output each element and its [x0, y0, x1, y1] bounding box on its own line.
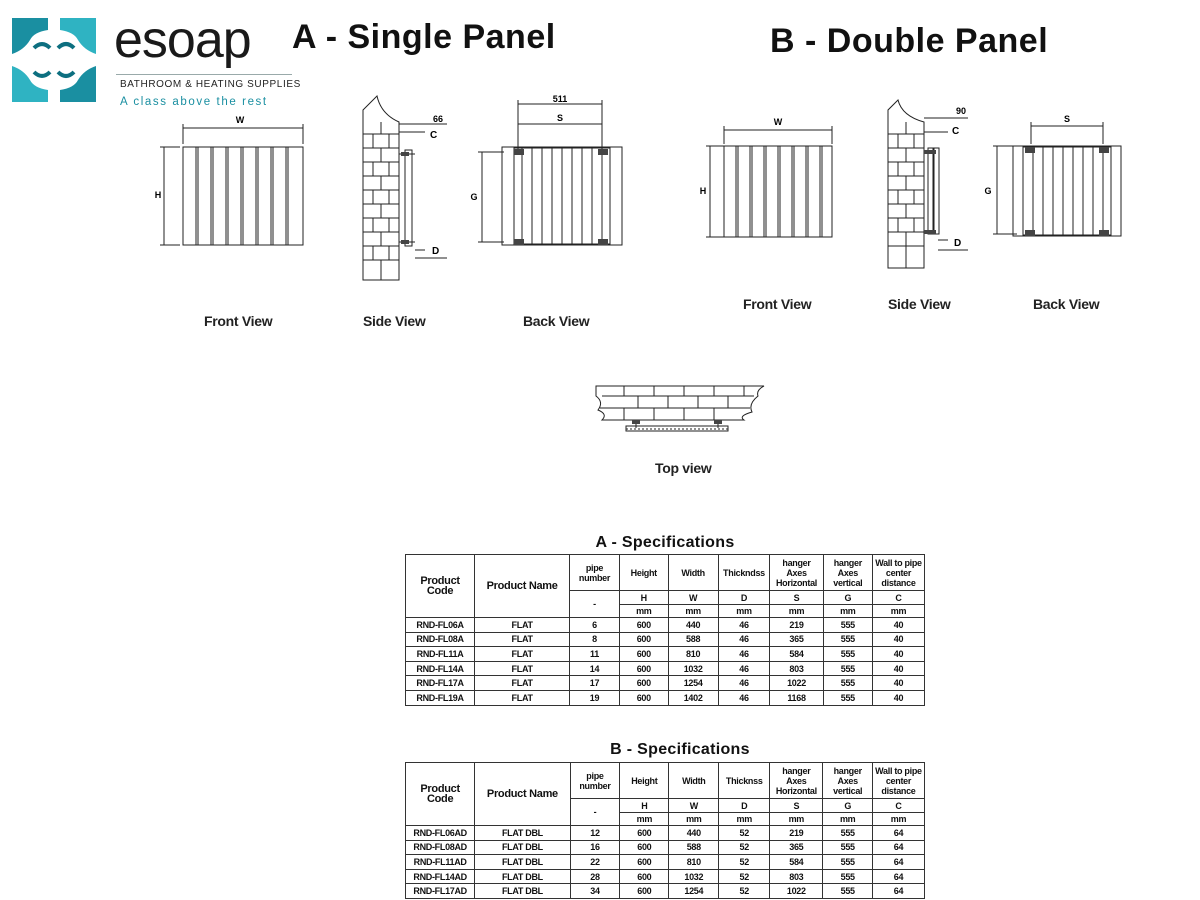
spec-b-col-wall: Wall to pipe center distance: [872, 763, 924, 799]
table-cell: 600: [620, 840, 669, 855]
spec-b-col-code: Product Code: [406, 763, 475, 826]
table-cell: RND-FL11AD: [406, 855, 475, 870]
table-row: [406, 661, 925, 676]
b-height-label: H: [699, 186, 707, 196]
spec-b-rows: [406, 826, 925, 899]
table-cell: 16: [570, 840, 620, 855]
table-cell: 555: [823, 647, 872, 662]
table-cell: 555: [823, 855, 872, 870]
b-s-label: S: [1063, 114, 1071, 124]
brand-logo: [4, 10, 304, 110]
spec-a-unit-hanger-h: mm: [770, 605, 823, 618]
table-cell: 600: [619, 676, 668, 691]
top-view-drawing: [588, 380, 773, 445]
table-cell: 64: [872, 855, 924, 870]
spec-b-col-hanger-v: hanger Axes vertical: [823, 763, 872, 799]
table-cell: 600: [620, 826, 669, 841]
table-row: [406, 618, 925, 633]
spec-b-unit-thickness: mm: [719, 813, 770, 826]
a-front-view-drawing: [150, 110, 320, 260]
table-row: [406, 884, 925, 899]
table-cell: RND-FL14AD: [406, 869, 475, 884]
spec-b-sym-thickness: D: [719, 799, 770, 813]
table-cell: 803: [770, 661, 823, 676]
spec-a-col-height: Height: [619, 555, 668, 591]
spec-a-col-pipes: pipe number: [570, 555, 620, 591]
table-cell: FLAT DBL: [475, 840, 570, 855]
table-cell: 28: [570, 869, 620, 884]
table-cell: FLAT: [475, 676, 570, 691]
b-width-label: W: [773, 117, 783, 127]
a-height-label: H: [154, 190, 162, 200]
spec-b-unit-wall: mm: [872, 813, 924, 826]
table-cell: 600: [620, 855, 669, 870]
b-side-view-label: Side View: [888, 296, 951, 312]
spec-a-rows: [406, 618, 925, 706]
table-cell: 555: [823, 618, 872, 633]
spec-a-unit-hanger-v: mm: [823, 605, 872, 618]
table-cell: 40: [872, 661, 924, 676]
spec-b-unit-hanger-h: mm: [770, 813, 823, 826]
spec-a-col-thickness: Thickndss: [718, 555, 770, 591]
a-offset-label: 66: [433, 114, 444, 124]
table-cell: 365: [770, 840, 823, 855]
table-row: [406, 676, 925, 691]
b-back-view-drawing: [975, 108, 1135, 248]
table-cell: FLAT: [475, 647, 570, 662]
b-c-label: C: [952, 126, 960, 137]
table-cell: 365: [770, 632, 823, 647]
table-cell: 1168: [770, 690, 823, 705]
spec-b-table: [405, 762, 925, 899]
table-cell: 40: [872, 690, 924, 705]
spec-a-col-name: Product Name: [475, 555, 570, 618]
table-cell: 1032: [668, 661, 718, 676]
spec-a-sym-width: W: [668, 591, 718, 605]
table-cell: RND-FL06AD: [406, 826, 475, 841]
table-cell: 46: [718, 661, 770, 676]
table-cell: 17: [570, 676, 620, 691]
spec-a-sym-pipes: -: [570, 591, 620, 618]
a-g-label: G: [470, 192, 478, 202]
table-cell: 22: [570, 855, 620, 870]
table-cell: FLAT DBL: [475, 826, 570, 841]
table-cell: 584: [770, 855, 823, 870]
a-side-view-label: Side View: [363, 313, 426, 329]
b-front-view-label: Front View: [743, 296, 812, 312]
table-cell: 52: [719, 840, 770, 855]
table-cell: RND-FL11A: [406, 647, 475, 662]
spec-b-caption: B - Specifications: [610, 741, 750, 758]
a-side-view-drawing: [355, 92, 465, 287]
spec-b-col-height: Height: [620, 763, 669, 799]
spec-a-unit-wall: mm: [872, 605, 924, 618]
a-back-view-label: Back View: [523, 313, 590, 329]
table-cell: 64: [872, 884, 924, 899]
table-cell: 555: [823, 661, 872, 676]
table-cell: 52: [719, 855, 770, 870]
table-cell: 810: [668, 647, 718, 662]
table-row: [406, 632, 925, 647]
spec-b-sym-height: H: [620, 799, 669, 813]
spec-b-col-thickness: Thicknss: [719, 763, 770, 799]
table-cell: FLAT: [475, 632, 570, 647]
table-cell: 46: [718, 618, 770, 633]
table-cell: 600: [619, 647, 668, 662]
spec-a-sym-hanger-h: S: [770, 591, 823, 605]
table-cell: 555: [823, 826, 872, 841]
table-cell: FLAT DBL: [475, 855, 570, 870]
table-cell: 440: [669, 826, 719, 841]
logo-subtitle: BATHROOM & HEATING SUPPLIES: [120, 79, 301, 90]
a-back-view-drawing: [462, 92, 632, 252]
spec-b-sym-width: W: [669, 799, 719, 813]
table-cell: RND-FL17AD: [406, 884, 475, 899]
table-cell: RND-FL08A: [406, 632, 475, 647]
table-cell: 555: [823, 632, 872, 647]
table-cell: FLAT DBL: [475, 884, 570, 899]
spec-b-col-name: Product Name: [475, 763, 570, 826]
b-side-view-drawing: [880, 96, 980, 271]
table-cell: 555: [823, 840, 872, 855]
table-row: [406, 869, 925, 884]
spec-a-col-width: Width: [668, 555, 718, 591]
table-cell: 40: [872, 676, 924, 691]
table-cell: 600: [619, 632, 668, 647]
spec-a-caption: A - Specifications: [595, 534, 735, 551]
spec-b-unit-width: mm: [669, 813, 719, 826]
table-cell: 1254: [668, 676, 718, 691]
table-cell: 440: [668, 618, 718, 633]
a-d-label: D: [432, 246, 440, 257]
spec-b-unit-hanger-v: mm: [823, 813, 872, 826]
table-cell: 1022: [770, 884, 823, 899]
spec-a-unit-width: mm: [668, 605, 718, 618]
a-width-label: W: [235, 115, 245, 125]
table-cell: 588: [669, 840, 719, 855]
spec-b-col-hanger-h: hanger Axes Horizontal: [770, 763, 823, 799]
table-cell: 6: [570, 618, 620, 633]
table-cell: RND-FL14A: [406, 661, 475, 676]
table-cell: 219: [770, 618, 823, 633]
table-cell: RND-FL19A: [406, 690, 475, 705]
table-cell: 40: [872, 647, 924, 662]
spec-b-col-pipes: pipe number: [570, 763, 620, 799]
table-cell: FLAT DBL: [475, 869, 570, 884]
a-s-label: S: [556, 113, 564, 123]
table-cell: 600: [619, 690, 668, 705]
spec-a-sym-hanger-v: G: [823, 591, 872, 605]
spec-a-unit-thickness: mm: [718, 605, 770, 618]
table-cell: 1022: [770, 676, 823, 691]
table-cell: 34: [570, 884, 620, 899]
spec-a-table: [405, 554, 925, 706]
table-cell: 1402: [668, 690, 718, 705]
spec-a-sym-height: H: [619, 591, 668, 605]
b-front-view-drawing: [690, 110, 850, 245]
b-d-label: D: [954, 238, 962, 249]
table-row: [406, 840, 925, 855]
logo-tagline: A class above the rest: [120, 96, 268, 108]
spec-a-sym-thickness: D: [718, 591, 770, 605]
table-cell: 19: [570, 690, 620, 705]
table-cell: 46: [718, 632, 770, 647]
spec-a-col-hanger-h: hanger Axes Horizontal: [770, 555, 823, 591]
table-cell: 52: [719, 826, 770, 841]
table-row: [406, 690, 925, 705]
section-b-title: B - Double Panel: [770, 22, 1049, 60]
spec-b-sym-pipes: -: [570, 799, 620, 826]
table-cell: 584: [770, 647, 823, 662]
logo-divider: [116, 74, 292, 75]
table-cell: 11: [570, 647, 620, 662]
spec-a-col-wall: Wall to pipe center distance: [872, 555, 924, 591]
table-cell: 600: [620, 869, 669, 884]
table-cell: 46: [718, 676, 770, 691]
table-cell: 600: [619, 618, 668, 633]
table-cell: 803: [770, 869, 823, 884]
spec-b-sym-hanger-v: G: [823, 799, 872, 813]
a-span-label: 511: [552, 94, 568, 104]
table-cell: 40: [872, 618, 924, 633]
table-cell: 40: [872, 632, 924, 647]
table-cell: 555: [823, 690, 872, 705]
a-c-label: C: [430, 130, 438, 141]
table-cell: 52: [719, 869, 770, 884]
spec-a-unit-height: mm: [619, 605, 668, 618]
table-cell: FLAT: [475, 618, 570, 633]
table-cell: RND-FL08AD: [406, 840, 475, 855]
spec-b-unit-height: mm: [620, 813, 669, 826]
b-back-view-label: Back View: [1033, 296, 1100, 312]
table-cell: 64: [872, 826, 924, 841]
table-row: [406, 855, 925, 870]
table-cell: 64: [872, 840, 924, 855]
table-cell: 1032: [669, 869, 719, 884]
logo-mark-icon: [4, 10, 104, 110]
spec-b-sym-hanger-h: S: [770, 799, 823, 813]
top-view-label: Top view: [655, 460, 712, 476]
table-cell: 588: [668, 632, 718, 647]
table-cell: FLAT: [475, 661, 570, 676]
table-cell: 555: [823, 884, 872, 899]
table-cell: 46: [718, 690, 770, 705]
table-cell: 219: [770, 826, 823, 841]
section-a-title: A - Single Panel: [292, 18, 556, 56]
b-g-label: G: [984, 186, 992, 196]
table-cell: RND-FL17A: [406, 676, 475, 691]
table-cell: 52: [719, 884, 770, 899]
spec-a-col-code: Product Code: [406, 555, 475, 618]
table-cell: 600: [620, 884, 669, 899]
a-front-view-label: Front View: [204, 313, 273, 329]
b-offset-label: 90: [956, 106, 967, 116]
spec-b-sym-wall: C: [872, 799, 924, 813]
table-cell: 1254: [669, 884, 719, 899]
table-cell: 12: [570, 826, 620, 841]
table-cell: 810: [669, 855, 719, 870]
table-cell: 555: [823, 676, 872, 691]
table-cell: FLAT: [475, 690, 570, 705]
spec-b-col-width: Width: [669, 763, 719, 799]
table-cell: 14: [570, 661, 620, 676]
spec-a-col-hanger-v: hanger Axes vertical: [823, 555, 872, 591]
table-cell: 600: [619, 661, 668, 676]
table-cell: 64: [872, 869, 924, 884]
table-cell: RND-FL06A: [406, 618, 475, 633]
table-cell: 46: [718, 647, 770, 662]
table-cell: 8: [570, 632, 620, 647]
logo-wordmark: esoap: [114, 11, 251, 69]
table-row: [406, 826, 925, 841]
table-row: [406, 647, 925, 662]
spec-a-sym-wall: C: [872, 591, 924, 605]
table-cell: 555: [823, 869, 872, 884]
